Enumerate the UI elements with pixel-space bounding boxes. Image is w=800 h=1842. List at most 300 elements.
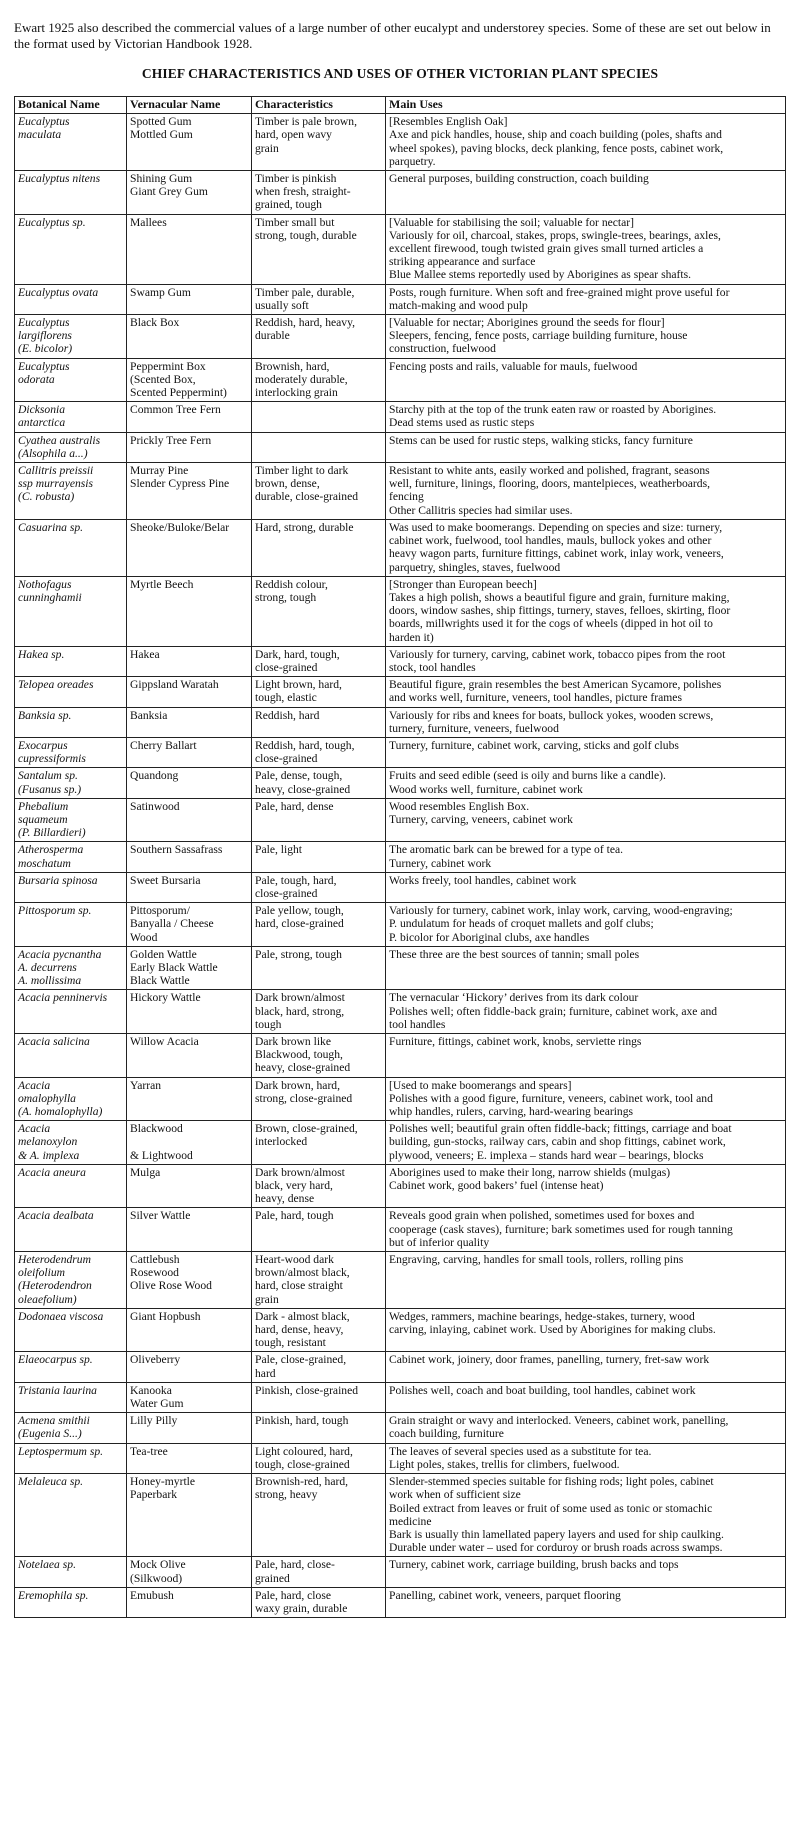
table-row [15,1382,786,1412]
characteristics-cell [252,798,386,842]
characteristics-cell [252,1413,386,1443]
vernacular-name-cell [127,1413,252,1443]
cell-line: Dark brown/almost [255,991,345,1005]
main-uses-cell [386,1382,786,1412]
cell-line: Boiled extract from leaves or fruit of some used as tonic or stomachic [389,1501,713,1515]
vernacular-name-cell [127,646,252,676]
characteristics-cell [252,576,386,646]
table-row [15,432,786,462]
cell-line: The vernacular ‘Hickory’ derives from its dark colour [389,991,639,1005]
cell-line: turnery, furniture, veneers, fuelwood [389,721,559,735]
cell-line: medicine [389,1514,432,1528]
cell-line: moschatum [18,856,71,870]
cell-line: fencing [389,490,424,504]
cell-line: Cyathea australis [18,433,101,447]
cell-line: heavy, dense [255,1192,315,1206]
cell-line: black, very hard, [255,1179,333,1193]
cell-line: Golden Wattle [130,947,197,961]
main-uses-cell [386,1121,786,1165]
cell-line: Acacia [18,1078,51,1092]
main-uses-cell [386,1308,786,1352]
cell-line: Variously for ribs and knees for boats, bullock yokes, wooden screws, [389,708,714,722]
cell-line: Polishes well, coach and boat building, tool handles, cabinet work [389,1383,696,1397]
cell-line: Cherry Ballart [130,738,197,752]
characteristics-cell [252,432,386,462]
cell-line: Shining Gum [130,172,193,186]
cell-line: cupressiformis [18,752,86,766]
main-uses-cell [386,1557,786,1587]
characteristics-cell [252,284,386,314]
cell-line: Banksia [130,708,168,722]
cell-line: Light brown, hard, [255,678,342,692]
cell-line: Callitris preissii [18,464,94,478]
cell-line: well, furniture, linings, flooring, doors, mantelpieces, weatherboards, [389,477,710,491]
cell-line: usually soft [255,298,309,312]
botanical-name-cell [15,1308,127,1352]
cell-line: Honey-myrtle [130,1475,196,1489]
vernacular-name-cell [127,946,252,990]
cell-line: doors, window sashes, ship fittings, turnery, staves, felloes, skirting, floor [389,604,731,618]
cell-line: Gippsland Waratah [130,678,219,692]
cell-line: Pale, light [255,843,303,857]
characteristics-cell [252,1034,386,1078]
main-uses-cell [386,519,786,576]
cell-line: Giant Hopbush [130,1309,201,1323]
cell-line: tough [255,1017,282,1031]
cell-line: Reddish, hard [255,708,320,722]
cell-line: Mallees [130,215,167,229]
table-row [15,1308,786,1352]
cell-line: parquetry. [389,154,436,168]
vernacular-name-cell [127,576,252,646]
cell-line: Oliveberry [130,1353,181,1367]
table-row [15,1077,786,1121]
cell-line: Rosewood [130,1266,179,1280]
header-row [15,97,786,114]
cell-line: Leptospermum sp. [18,1444,104,1458]
cell-line: Silver Wattle [130,1209,191,1223]
cell-line: Hickory Wattle [130,991,201,1005]
vernacular-name-cell [127,1587,252,1617]
cell-line: [Stronger than European beech] [389,577,537,591]
cell-line: Hakea sp. [18,647,65,661]
characteristics-cell [252,1077,386,1121]
cell-line: Murray Pine [130,464,189,478]
table-row [15,1587,786,1617]
cell-line: [Resembles English Oak] [389,115,508,129]
cell-line: carving, inlaying, cabinet work. Used by Aborigines for making clubs. [389,1323,716,1337]
cell-line: Pale, hard, dense [255,799,334,813]
cell-line: Posts, rough furniture. When soft and free-grained might prove useful for [389,285,730,299]
vernacular-name-cell [127,432,252,462]
vernacular-name-cell [127,463,252,520]
cell-line: Polishes with a good figure, furniture, veneers, cabinet work, tool and [389,1091,713,1105]
vernacular-name-cell [127,1208,252,1252]
cell-line: brown, dense, [255,477,320,491]
cell-line: (Silkwood) [130,1571,183,1585]
intro-paragraph: Ewart 1925 also described the commercial values of a large number of other eucalypt and understorey species. Some of these are set out below in the format used by Victorian Handbook 1928. [14,20,771,51]
botanical-name-cell [15,315,127,359]
botanical-name-cell [15,171,127,215]
cell-line: Variously for turnery, carving, cabinet work, tobacco pipes from the root [389,647,726,661]
main-uses-cell [386,315,786,359]
cell-line: The leaves of several species used as a substitute for tea. [389,1444,652,1458]
cell-line: Beautiful figure, grain resembles the best American Sycamore, polishes [389,678,722,692]
cell-line: grained, tough [255,198,322,212]
cell-line: [Valuable for stabilising the soil; valuable for nectar] [389,215,634,229]
cell-line: Elaeocarpus sp. [18,1353,93,1367]
cell-line: odorata [18,372,55,386]
cell-line: (Scented Box, [130,372,196,386]
vernacular-name-cell [127,1252,252,1309]
cell-line: Timber is pale brown, [255,115,357,129]
vernacular-name-cell [127,903,252,947]
cell-line: close-grained [255,752,318,766]
table-row [15,284,786,314]
cell-line: heavy, close-grained [255,782,351,796]
cell-line: Variously for turnery, cabinet work, inlay work, carving, wood-engraving; [389,904,733,918]
cell-line: Panelling, cabinet work, veneers, parquet flooring [389,1588,621,1602]
cell-line: Dark - almost black, [255,1309,350,1323]
cell-line: construction, fuelwood [389,342,496,356]
cell-line: Axe and pick handles, house, ship and coach building (poles, shafts and [389,128,722,142]
cell-line: grain [255,141,279,155]
botanical-name-cell [15,576,127,646]
cell-line: Reddish, hard, tough, [255,738,355,752]
cell-line: (Alsophila a...) [18,446,88,460]
cell-line: Aborigines used to make their long, narrow shields (mulgas) [389,1165,671,1179]
table-row [15,214,786,284]
table-row [15,1164,786,1208]
characteristics-cell [252,1208,386,1252]
cell-line: (P. Billardieri) [18,826,86,840]
table-row [15,1443,786,1473]
main-uses-cell [386,358,786,402]
cell-line: excellent firewood, tough twisted grain gives small turned articles a [389,242,704,256]
cell-line: & A. implexa [18,1148,80,1162]
cell-line: interlocked [255,1135,308,1149]
botanical-name-cell [15,1077,127,1121]
cell-line: plywood, veneers; E. implexa – stands hard wear – bearings, blocks [389,1148,704,1162]
cell-line: Wood resembles English Box. [389,799,530,813]
cell-line: and works well, furniture, veneers, tool handles, picture frames [389,691,682,705]
table-row [15,1413,786,1443]
table-row [15,1121,786,1165]
table-row [15,646,786,676]
cell-line: brown/almost black, [255,1266,350,1280]
table-row [15,768,786,798]
table-row [15,1252,786,1309]
main-uses-cell [386,1443,786,1473]
botanical-name-cell [15,1252,127,1309]
cell-line: Pale, hard, tough [255,1209,334,1223]
cell-line: strong, tough [255,590,317,604]
cell-line: Dark brown like [255,1035,331,1048]
table-row [15,990,786,1034]
botanical-name-cell [15,463,127,520]
cell-line: interlocking grain [255,386,338,400]
cell-line: maculata [18,128,62,142]
cell-line: but of inferior quality [389,1235,490,1249]
cell-line: P. undulatum for heads of croquet mallets and golf clubs; [389,917,654,931]
characteristics-cell [252,768,386,798]
characteristics-cell [252,1557,386,1587]
cell-line: Melaleuca sp. [18,1475,84,1489]
cell-line: Giant Grey Gum [130,185,208,199]
botanical-name-cell [15,646,127,676]
cell-line: The aromatic bark can be brewed for a type of tea. [389,843,624,857]
cell-line: Pale, hard, close- [255,1558,335,1572]
vernacular-name-cell [127,171,252,215]
cell-line: cunninghamii [18,590,82,604]
botanical-name-cell [15,872,127,902]
botanical-name-cell [15,1587,127,1617]
characteristics-cell [252,358,386,402]
vernacular-name-cell [127,872,252,902]
cell-line: Polishes well; beautiful grain often fiddle-back; fittings, carriage and boat [389,1122,732,1136]
cell-line: Casuarina sp. [18,520,84,534]
cell-line: Notelaea sp. [18,1558,76,1572]
header-vernacular-name: Vernacular Name [127,97,252,114]
cell-line: Wood [130,930,158,944]
characteristics-cell [252,1474,386,1557]
characteristics-cell [252,1587,386,1617]
characteristics-cell [252,946,386,990]
table-row [15,1557,786,1587]
cell-line: Variously for oil, charcoal, stakes, props, swingle-trees, bearings, axles, [389,228,721,242]
cell-line: Acacia penninervis [18,991,108,1005]
vernacular-name-cell [127,1382,252,1412]
vernacular-name-cell [127,1164,252,1208]
cell-line: Prickly Tree Fern [130,433,212,447]
cell-line: Yarran [130,1078,162,1092]
cell-line: moderately durable, [255,372,348,386]
table-row [15,402,786,432]
cell-line: Dark brown/almost [255,1165,345,1179]
cell-line: Pittosporum sp. [18,904,92,918]
characteristics-cell [252,519,386,576]
header-botanical-name: Botanical Name [15,97,127,114]
cell-line: when fresh, straight- [255,185,351,199]
cell-line: Tristania laurina [18,1383,97,1397]
cell-line: hard, open wavy [255,128,332,142]
vernacular-name-cell [127,315,252,359]
table-row [15,463,786,520]
cell-line: Myrtle Beech [130,577,194,591]
vernacular-name-cell [127,1121,252,1165]
table-body [15,114,786,1618]
table-row [15,171,786,215]
cell-line: Banyalla / Cheese [130,917,214,931]
table-row [15,842,786,872]
cell-line: [Valuable for nectar; Aborigines ground the seeds for flour] [389,316,665,330]
main-uses-cell [386,737,786,767]
main-uses-cell [386,432,786,462]
header-characteristics: Characteristics [252,97,386,114]
cell-line: Blue Mallee stems reportedly used by Aborigines as spear shafts. [389,268,692,282]
cell-line: Pinkish, close-grained [255,1383,359,1397]
characteristics-cell [252,315,386,359]
cell-line: Sleepers, fencing, fence posts, carriage building furniture, house [389,329,688,343]
cell-line: Takes a high polish, shows a beautiful figure and grain, furniture making, [389,590,730,604]
cell-line: harden it) [389,630,434,644]
cell-line: Bark is usually thin lamellated papery layers and used for ship caulking. [389,1527,724,1541]
cell-line: Slender Cypress Pine [130,477,230,491]
cell-line: Tea-tree [130,1444,168,1458]
cell-line: Dicksonia [18,403,66,417]
cell-line: oleaefolium) [18,1292,77,1306]
cell-line: Emubush [130,1588,174,1602]
cell-line: hard, close-grained [255,917,344,931]
main-uses-cell [386,1587,786,1617]
cell-line: Reddish colour, [255,577,328,591]
main-uses-cell [386,1252,786,1309]
cell-line: heavy, close-grained [255,1061,351,1075]
characteristics-cell [252,872,386,902]
characteristics-cell [252,1308,386,1352]
cell-line: grain [255,1292,279,1306]
cell-line: Acacia salicina [18,1035,90,1048]
table-row [15,1208,786,1252]
cell-line: Pale, strong, tough [255,947,342,961]
header-main-uses: Main Uses [386,97,786,114]
cell-line: Paperbark [130,1488,177,1502]
cell-line: durable, close-grained [255,490,359,504]
main-uses-cell [386,1208,786,1252]
cell-line: Santalum sp. [18,769,78,783]
characteristics-cell [252,1382,386,1412]
cell-line: Acacia pycnantha [18,947,102,961]
cell-line: antarctica [18,416,66,430]
main-uses-cell [386,1077,786,1121]
cell-line: Starchy pith at the top of the trunk eaten raw or roasted by Aborigines. [389,403,717,417]
botanical-name-cell [15,990,127,1034]
cell-line: durable [255,329,290,343]
cell-line: Black Wattle [130,974,190,988]
cell-line: Telopea oreades [18,678,94,692]
cell-line: Phebalium [18,799,69,813]
botanical-name-cell [15,519,127,576]
cell-line: Swamp Gum [130,285,191,299]
characteristics-cell [252,1352,386,1382]
cell-line: striking appearance and surface [389,255,536,269]
cell-line: stock, tool handles [389,660,476,674]
cell-line: Nothofagus [18,577,72,591]
vernacular-name-cell [127,519,252,576]
cell-line: Olive Rose Wood [130,1279,212,1293]
cell-line: Blackwood [130,1122,183,1136]
cell-line: Early Black Wattle [130,960,218,974]
main-uses-cell [386,576,786,646]
main-uses-cell [386,990,786,1034]
vernacular-name-cell [127,114,252,171]
cell-line: Light poles, stakes, trellis for climbers, fuelwood. [389,1457,620,1471]
cell-line: tough, close-grained [255,1457,350,1471]
cell-line: Acacia aneura [18,1165,86,1179]
cell-line: Black Box [130,316,180,330]
cell-line: Engraving, carving, handles for small tools, rollers, rolling pins [389,1253,684,1267]
cell-line: Sheoke/Buloke/Belar [130,520,230,534]
vernacular-name-cell [127,1308,252,1352]
table-row [15,358,786,402]
botanical-name-cell [15,402,127,432]
cell-line: Timber pale, durable, [255,285,355,299]
botanical-name-cell [15,1557,127,1587]
cell-line: Pale, hard, close [255,1588,331,1602]
botanical-name-cell [15,1208,127,1252]
cell-line: Eucalyptus [18,115,70,129]
cell-line: Peppermint Box [130,359,206,373]
cell-line: Satinwood [130,799,180,813]
cell-line: Brownish-red, hard, [255,1475,349,1489]
cell-line: Mock Olive [130,1558,186,1572]
main-uses-cell [386,1034,786,1078]
botanical-name-cell [15,677,127,707]
table-row [15,576,786,646]
cell-line: (C. robusta) [18,490,75,504]
cell-line: Durable under water – used for corduroy or brush roads across swamps. [389,1541,723,1555]
characteristics-cell [252,677,386,707]
table-row [15,798,786,842]
cell-line: Furniture, fittings, cabinet work, knobs, serviette rings [389,1035,642,1048]
table-row [15,519,786,576]
vernacular-name-cell [127,358,252,402]
cell-line: Eucalyptus sp. [18,215,86,229]
main-uses-cell [386,707,786,737]
cell-line: Slender-stemmed species suitable for fishing rods; light poles, cabinet [389,1475,714,1489]
table-row [15,315,786,359]
vernacular-name-cell [127,768,252,798]
main-uses-cell [386,768,786,798]
characteristics-cell [252,114,386,171]
cell-line: Cabinet work, good bakers’ fuel (intense heat) [389,1179,604,1193]
cell-line: Mulga [130,1165,161,1179]
cell-line: Reddish, hard, heavy, [255,316,356,330]
vernacular-name-cell [127,402,252,432]
cell-line: waxy grain, durable [255,1601,348,1615]
characteristics-cell [252,214,386,284]
botanical-name-cell [15,214,127,284]
cell-line: match-making and wood pulp [389,298,528,312]
cell-line: Dead stems used as rustic steps [389,416,535,430]
table-row [15,1034,786,1078]
botanical-name-cell [15,768,127,798]
cell-line: Dodonaea viscosa [18,1309,104,1323]
cell-line: Acmena smithii [18,1414,90,1428]
botanical-name-cell [15,1034,127,1078]
cell-line: close-grained [255,886,318,900]
characteristics-cell [252,990,386,1034]
botanical-name-cell [15,114,127,171]
table-row [15,946,786,990]
cell-line: General purposes, building construction, coach building [389,172,649,186]
cell-line [130,1135,248,1148]
cell-line: grained [255,1571,290,1585]
table-row [15,677,786,707]
characteristics-cell [252,1252,386,1309]
botanical-name-cell [15,1121,127,1165]
cell-line: (Eugenia S...) [18,1427,82,1441]
cell-line: (Fusanus sp.) [18,782,82,796]
cell-line: black, hard, strong, [255,1004,345,1018]
main-uses-cell [386,1164,786,1208]
cell-line: Quandong [130,769,179,783]
cell-line: hard, close straight [255,1279,343,1293]
cell-line: Grain straight or wavy and interlocked. Veneers, cabinet work, panelling, [389,1414,729,1428]
cell-line: squameum [18,812,68,826]
cell-line: Eremophila sp. [18,1588,89,1602]
plant-species-table [14,96,786,1618]
